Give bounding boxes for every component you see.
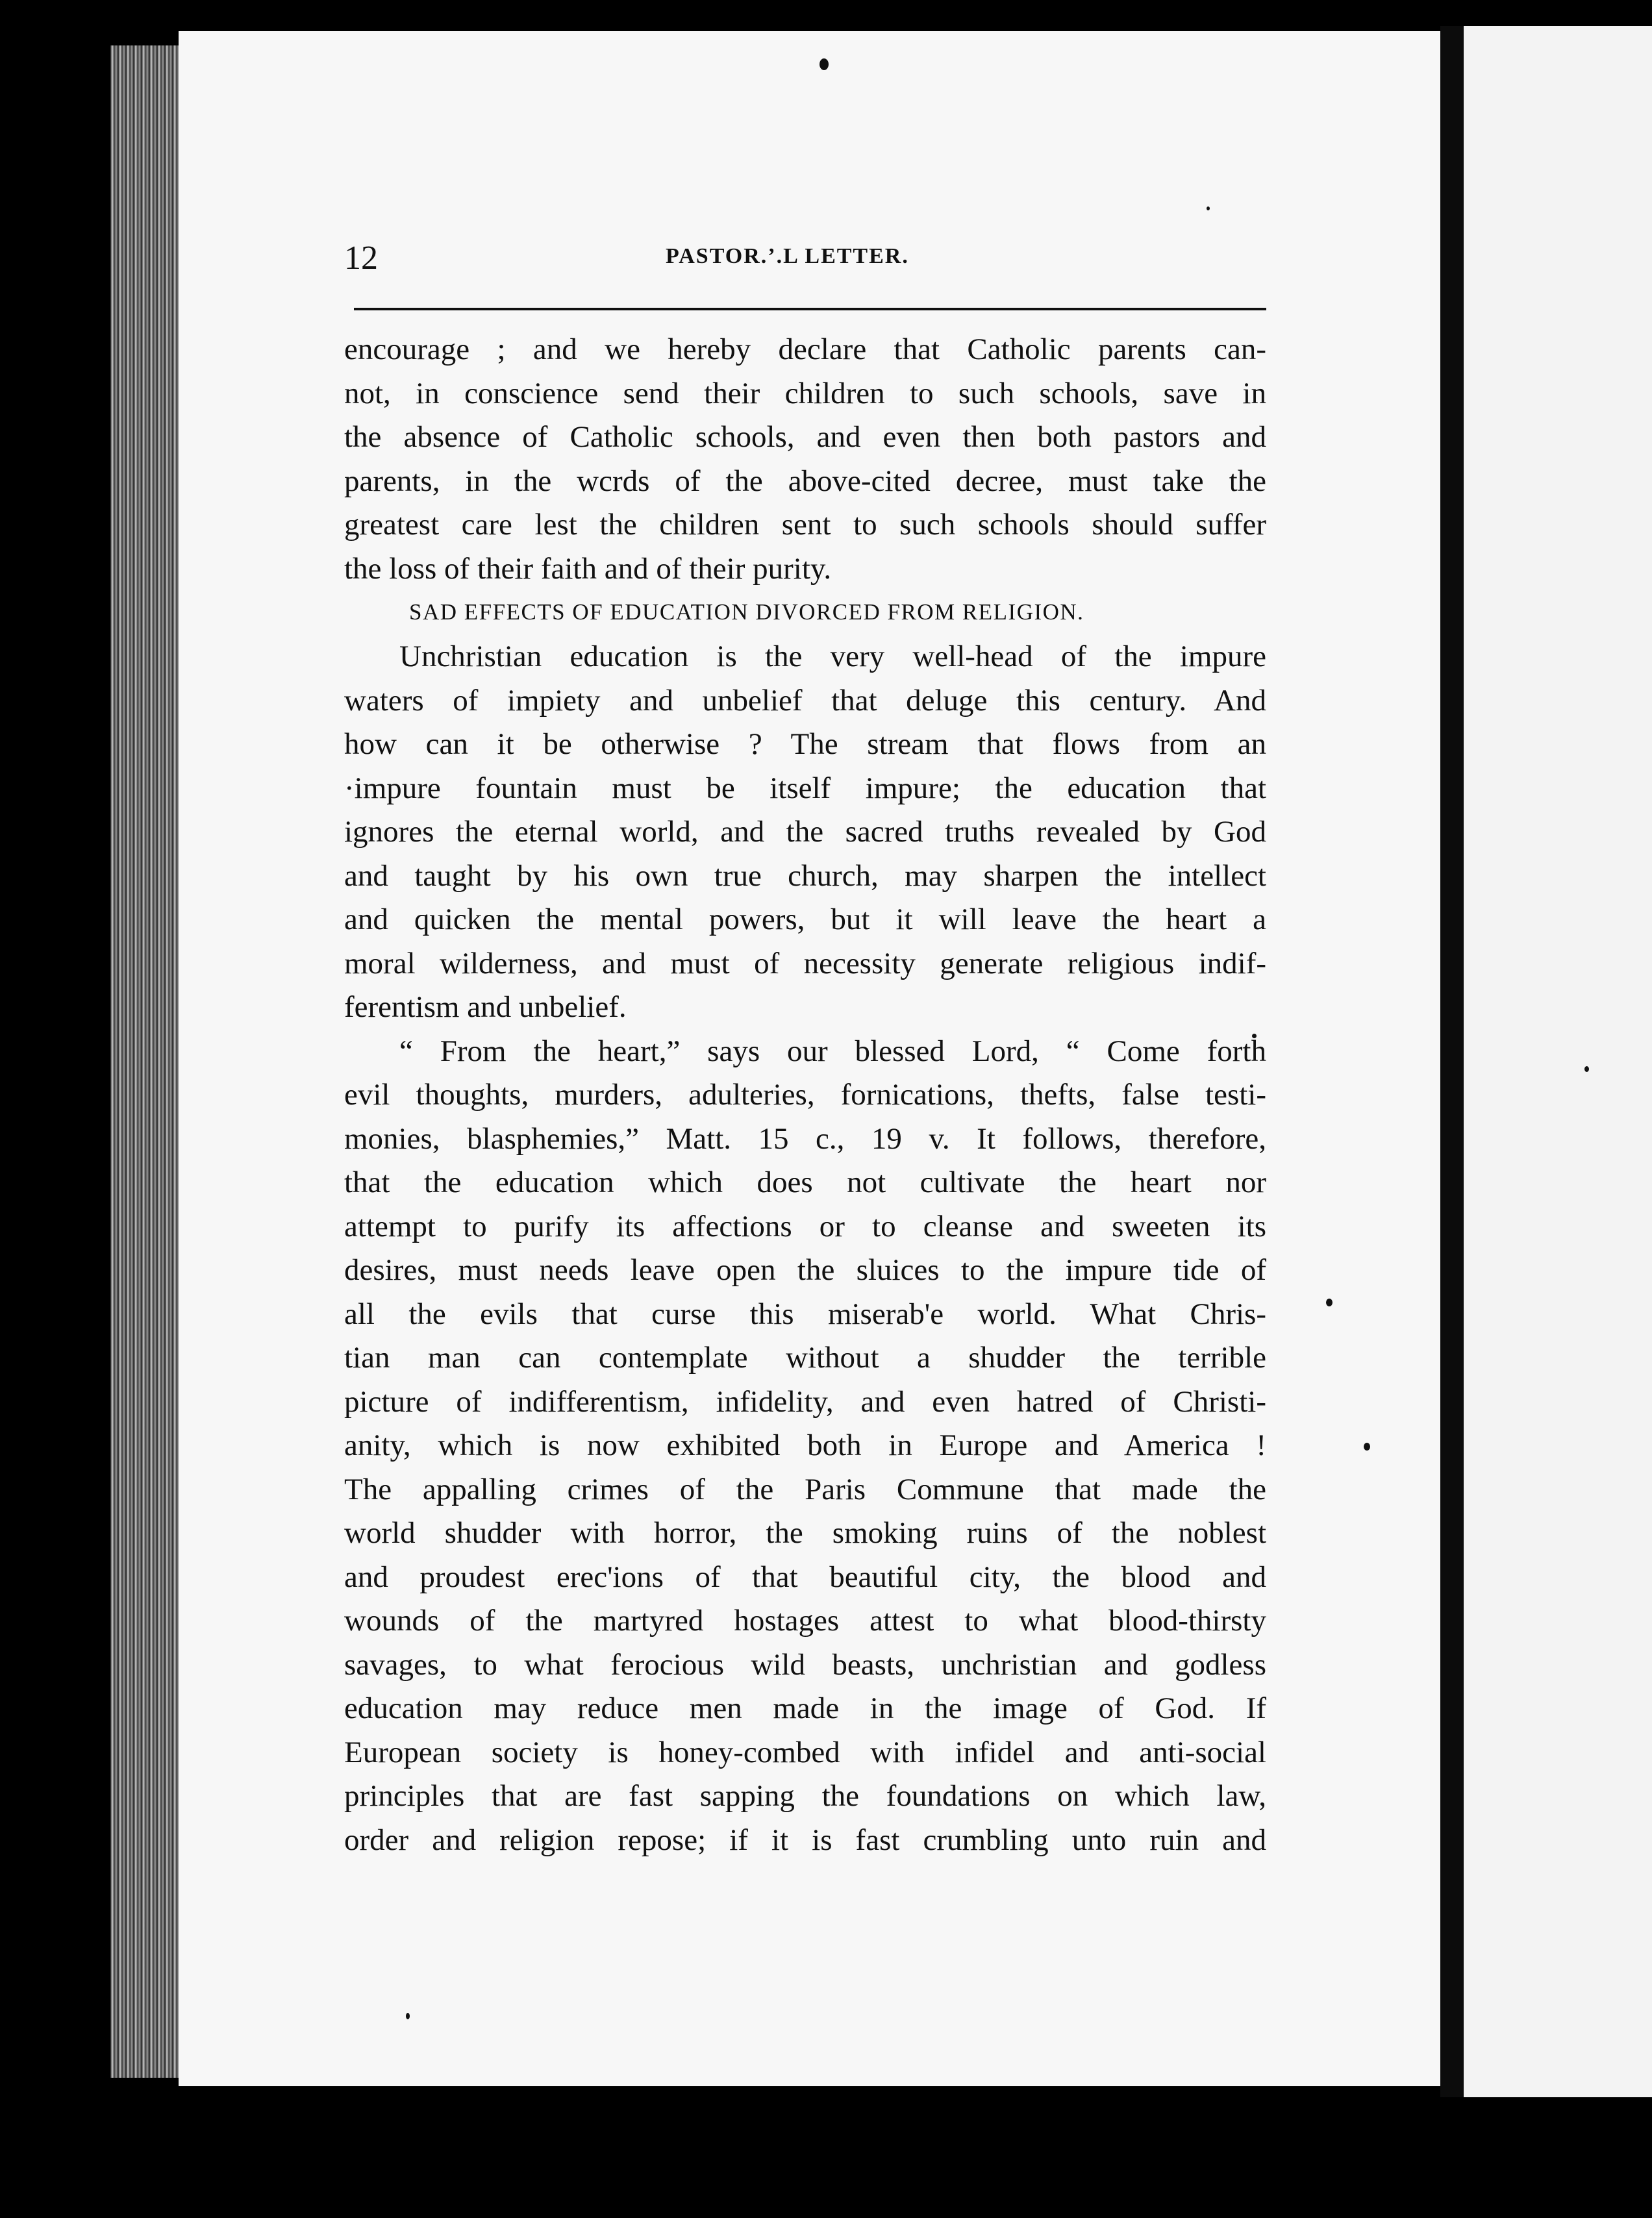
text-line: order and religion repose; if it is fast crumbling unto ruin and bbox=[344, 1823, 1266, 1857]
facing-page-edge bbox=[1464, 26, 1652, 2097]
text-line: ·impure fountain must be itself impure; the education that bbox=[344, 771, 1266, 805]
text-line: ferentism and unbelief. bbox=[344, 990, 627, 1024]
text-line: how can it be otherwise ? The stream that flows from an bbox=[344, 727, 1266, 761]
text-line: anity, which is now exhibited both in Europe and America ! bbox=[344, 1428, 1266, 1462]
text-line: the loss of their faith and of their purity. bbox=[344, 551, 832, 586]
page-body bbox=[344, 328, 1266, 1862]
scan-speck bbox=[1364, 1443, 1370, 1451]
page-header bbox=[344, 239, 1266, 278]
text-line: world shudder with horror, the smoking ruins of the noblest bbox=[344, 1516, 1266, 1550]
text-line: European society is honey-combed with infidel and anti-social bbox=[344, 1735, 1266, 1769]
section-heading: SAD EFFECTS OF EDUCATION DIVORCED FROM RELIGION. bbox=[409, 599, 1084, 625]
text-line: greatest care lest the children sent to such schools should suffer bbox=[344, 508, 1266, 542]
text-line: tian man can contemplate without a shudder the terrible bbox=[344, 1341, 1266, 1375]
page-number: 12 bbox=[344, 240, 378, 277]
paragraph bbox=[344, 328, 1266, 591]
text-line: not, in conscience send their children to such schools, save in bbox=[344, 376, 1266, 410]
paragraph bbox=[344, 1030, 1266, 1863]
text-line: Unchristian education is the very well-head of the impure bbox=[399, 640, 1266, 673]
header-rule bbox=[354, 308, 1266, 310]
text-line: that the education which does not cultivate the heart nor bbox=[344, 1165, 1266, 1199]
text-line: savages, to what ferocious wild beasts, unchristian and godless bbox=[344, 1647, 1266, 1682]
text-line: parents, in the wcrds of the above-cited decree, must take the bbox=[344, 464, 1266, 498]
text-line: attempt to purify its affections or to cleanse and sweeten its bbox=[344, 1209, 1266, 1243]
text-line: education may reduce men made in the image of God. If bbox=[344, 1691, 1266, 1725]
text-line: monies, blasphemies,” Matt. 15 c., 19 v. It follows, therefore, bbox=[344, 1121, 1266, 1156]
scan-speck bbox=[820, 58, 829, 70]
scan-speck bbox=[1326, 1299, 1333, 1306]
text-line: picture of indifferentism, infidelity, and even hatred of Christi- bbox=[344, 1384, 1266, 1419]
text-line: evil thoughts, murders, adulteries, fornications, thefts, false testi- bbox=[344, 1078, 1266, 1112]
text-line: and quicken the mental powers, but it will leave the heart a bbox=[344, 903, 1266, 936]
scan-speck bbox=[1584, 1066, 1589, 1072]
paragraph bbox=[344, 635, 1266, 1030]
text-line: “ From the heart,” says our blessed Lord, “ Come forth bbox=[399, 1034, 1266, 1068]
text-line: wounds of the martyred hostages attest to what blood-thirsty bbox=[344, 1604, 1266, 1638]
text-line: all the evils that curse this miserab'e world. What Chris- bbox=[344, 1297, 1266, 1331]
text-line: desires, must needs leave open the sluices to the impure tide of bbox=[344, 1253, 1266, 1287]
text-line: the absence of Catholic schools, and even then both pastors and bbox=[344, 420, 1266, 454]
text-line: principles that are fast sapping the foundations on which law, bbox=[344, 1779, 1266, 1813]
text-line: and taught by his own true church, may sharpen the intellect bbox=[344, 858, 1266, 893]
text-line: The appalling crimes of the Paris Commune that made the bbox=[344, 1472, 1266, 1506]
text-line: and proudest erec'ions of that beautiful city, the blood and bbox=[344, 1560, 1266, 1594]
text-line: encourage ; and we hereby declare that Catholic parents can- bbox=[344, 332, 1266, 366]
running-title: PASTOR.’.L LETTER. bbox=[666, 244, 909, 268]
scan-speck bbox=[406, 2013, 410, 2019]
text-line: waters of impiety and unbelief that deluge this century. And bbox=[344, 683, 1266, 717]
book-gutter bbox=[1440, 26, 1464, 2097]
book-page-edges bbox=[110, 45, 182, 2078]
scan-speck bbox=[1207, 206, 1210, 210]
text-line: ignores the eternal world, and the sacred truths revealed by God bbox=[344, 815, 1266, 849]
text-line: moral wilderness, and must of necessity generate religious indif- bbox=[344, 946, 1266, 980]
